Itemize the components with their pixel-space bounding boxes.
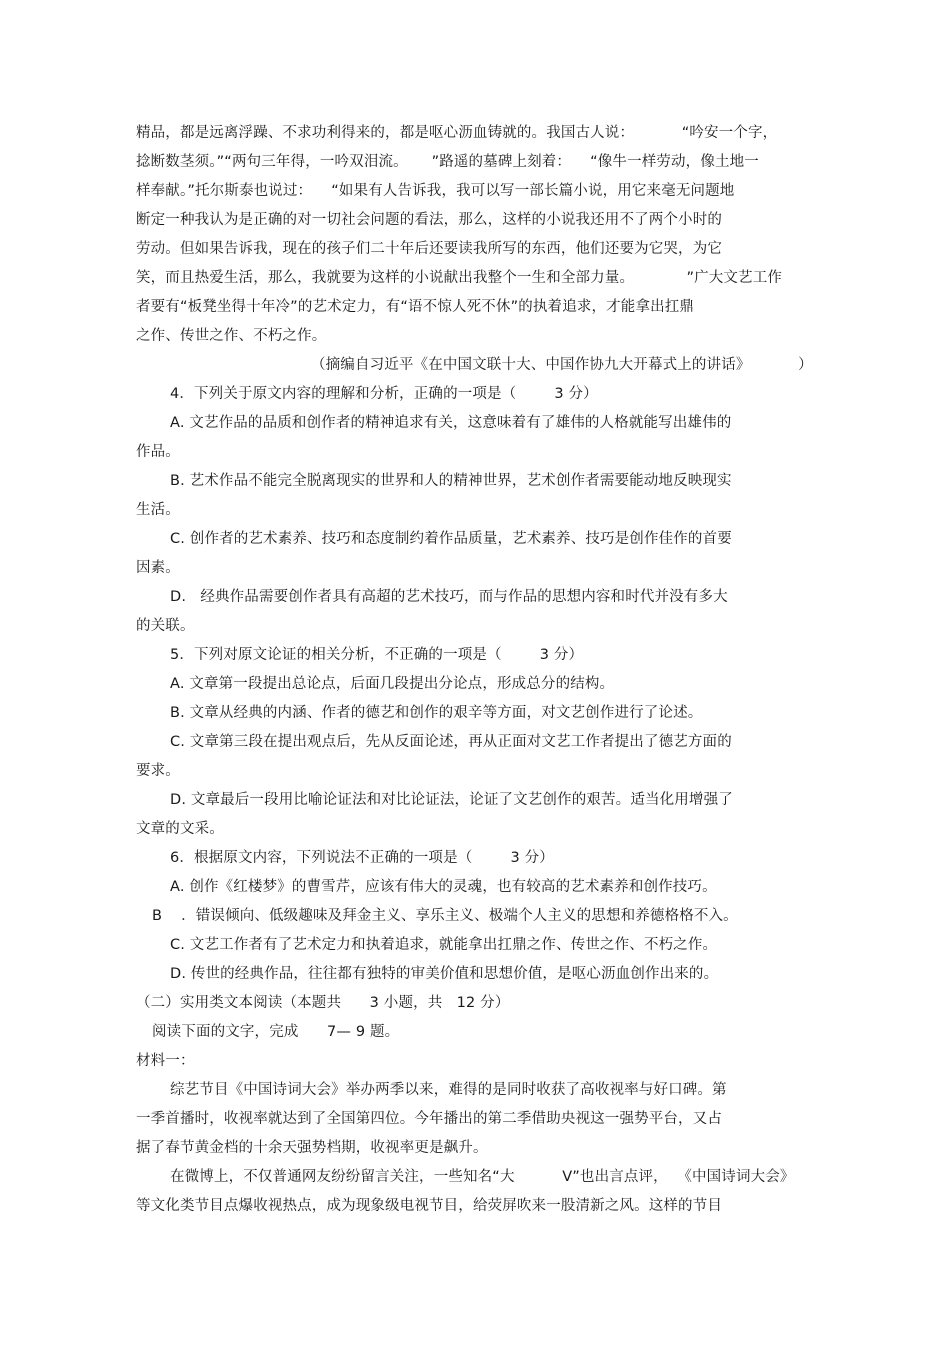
text-line: 捻断数茎须。”“两句三年得，一吟双泪流。 ”路遥的墓碑上刻着： “像牛一样劳动，像土地一 (136, 154, 759, 170)
text-line: 之作、传世之作、不朽之作。 (136, 328, 327, 344)
option-b: B. 文章从经典的内涵、作者的德艺和创作的艰辛等方面，对文艺创作进行了论述。 (170, 705, 703, 721)
option-d: D. 经典作品需要创作者具有高超的艺术技巧，而与作品的思想内容和时代并没有多大 (170, 589, 728, 605)
source-citation: （摘编自习近平《在中国文联十大、中国作协九大开幕式上的讲话》 ） (311, 357, 813, 373)
text-line: 综艺节目《中国诗词大会》举办两季以来，难得的是同时收获了高收视率与好口碑。第 (170, 1082, 727, 1098)
option-c: C. 文章第三段在提出观点后，先从反面论述，再从正面对文艺工作者提出了德艺方面的 (170, 734, 732, 750)
option-a: A. 文艺作品的品质和创作者的精神追求有关，这意味着有了雄伟的人格就能写出雄伟的 (170, 415, 732, 431)
text-line: 笑，而且热爱生活，那么，我就要为这样的小说献出我整个一生和全部力量。 ”广大文艺工作 (136, 270, 783, 286)
text-line: 据了春节黄金档的十余天强势档期，收视率更是飙升。 (136, 1140, 488, 1156)
text-line: 精品，都是远离浮躁、不求功利得来的，都是呕心沥血铸就的。我国古人说： “吟安一个字， (136, 125, 778, 141)
text-line: 在微博上，不仅普通网友纷纷留言关注，一些知名“大 V”也出言点评， 《中国诗词大会》 (170, 1169, 795, 1185)
text-line: 等文化类节目点爆收视热点，成为现象级电视节目，给荧屏吹来一股清新之风。这样的节目 (136, 1198, 722, 1214)
question-5: 5．下列对原文论证的相关分析，不正确的一项是（ 3 分） (170, 647, 584, 663)
option-b: B ．错误倾向、低级趣味及拜金主义、享乐主义、极端个人主义的思想和养德格格不入。 (152, 908, 738, 924)
option-c: C. 文艺工作者有了艺术定力和执着追求，就能拿出扛鼎之作、传世之作、不朽之作。 (170, 937, 718, 953)
text-line: 劳动。但如果告诉我，现在的孩子们二十年后还要读我所写的东西，他们还要为它哭，为它 (136, 241, 722, 257)
text-line: 断定一种我认为是正确的对一切社会问题的看法，那么，这样的小说我还用不了两个小时的 (136, 212, 722, 228)
text-line: 者要有“板凳坐得十年冷”的艺术定力，有“语不惊人死不休”的执着追求，才能拿出扛鼎 (136, 299, 695, 315)
text-line: 要求。 (136, 763, 180, 779)
text-line: 的关联。 (136, 618, 195, 634)
option-b: B. 艺术作品不能完全脱离现实的世界和人的精神世界，艺术创作者需要能动地反映现实 (170, 473, 732, 489)
text-line: 作品。 (136, 444, 180, 460)
option-d: D. 文章最后一段用比喻论证法和对比论证法，论证了文艺创作的艰苦。适当化用增强了 (170, 792, 733, 808)
text-line: 文章的文采。 (136, 821, 224, 837)
text-line: 样奉献。”托尔斯泰也说过： “如果有人告诉我，我可以写一部长篇小说，用它来毫无问题地 (136, 183, 735, 199)
text-line: 生活。 (136, 502, 180, 518)
option-a: A. 创作《红楼梦》的曹雪芹，应该有伟大的灵魂，也有较高的艺术素养和创作技巧。 (170, 879, 717, 895)
material-label: 材料一： (136, 1053, 195, 1069)
question-4: 4．下列关于原文内容的理解和分析，正确的一项是（ 3 分） (170, 386, 598, 402)
option-d: D. 传世的经典作品，往往都有独特的审美价值和思想价值，是呕心沥血创作出来的。 (170, 966, 719, 982)
text-line: 因素。 (136, 560, 180, 576)
question-6: 6．根据原文内容，下列说法不正确的一项是（ 3 分） (170, 850, 554, 866)
option-c: C. 创作者的艺术素养、技巧和态度制约着作品质量，艺术素养、技巧是创作佳作的首要 (170, 531, 732, 547)
option-a: A. 文章第一段提出总论点，后面几段提出分论点，形成总分的结构。 (170, 676, 615, 692)
text-line: 一季首播时，收视率就达到了全国第四位。今年播出的第二季借助央视这一强势平台，又占 (136, 1111, 722, 1127)
section-heading: （二）实用类文本阅读（本题共 3 小题，共 12 分） (136, 995, 510, 1011)
instruction: 阅读下面的文字，完成 7— 9 题。 (152, 1024, 400, 1040)
